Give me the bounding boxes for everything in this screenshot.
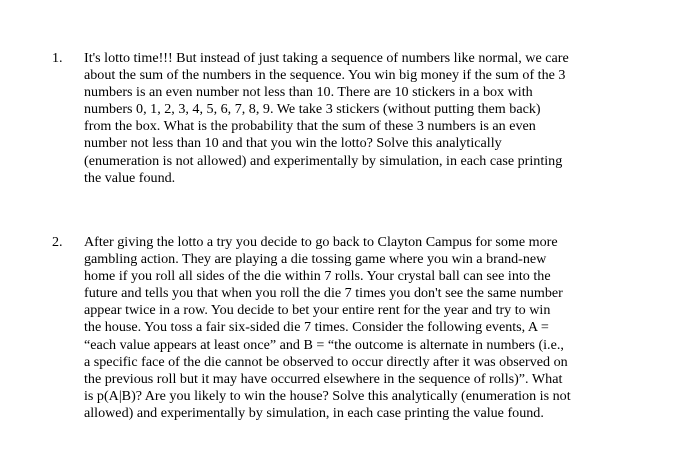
problem-1-line-7: (enumeration is not allowed) and experimentally by simulation, in each case printing	[84, 152, 563, 169]
problem-1-line-4: numbers 0, 1, 2, 3, 4, 5, 6, 7, 8, 9. We take 3 stickers (without putting them back)	[84, 101, 541, 118]
problem-2-line-9: the previous roll but it may have occurred elsewhere in the sequence of rolls)”. What	[84, 370, 563, 387]
problem-2-line-4: future and tells you that when you roll the die 7 times you don't see the same number	[84, 285, 563, 302]
problem-1-line-3: numbers is an even number not less than 10. There are 10 stickers in a box with	[84, 84, 533, 101]
problem-2	[52, 234, 652, 422]
problem-2-number: 2.	[52, 234, 63, 250]
problem-2-line-3: home if you roll all sides of the die within 7 rolls. Your crystal ball can see into the	[84, 268, 551, 285]
problem-2-line-1: After giving the lotto a try you decide to go back to Clayton Campus for some more	[84, 234, 558, 250]
problem-2-line-7: “each value appears at least once” and B = “the outcome is alternate in numbers (i.e.,	[84, 336, 564, 353]
problem-1	[52, 50, 652, 187]
problem-2-line-5: appear twice in a row. You decide to bet your entire rent for the year and try to win	[84, 302, 551, 319]
problem-2-line-8: a specific face of the die cannot be observed to occur directly after it was observed on	[84, 353, 568, 370]
problem-1-line-8: the value found.	[84, 169, 176, 186]
problem-2-line-6: the house. You toss a fair six-sided die 7 times. Consider the following events, A =	[84, 319, 549, 336]
problem-1-line-2: about the sum of the numbers in the sequence. You win big money if the sum of the 3	[84, 67, 566, 84]
problem-1-line-1: It's lotto time!!! But instead of just taking a sequence of numbers like normal, we care	[84, 50, 569, 66]
problem-2-line-11: allowed) and experimentally by simulation, in each case printing the value found.	[84, 404, 544, 421]
problem-1-line-5: from the box. What is the probability that the sum of these 3 numbers is an even	[84, 118, 536, 135]
problem-2-line-10: is p(A|B)? Are you likely to win the house? Solve this analytically (enumeration is not	[84, 387, 571, 404]
problem-2-line-2: gambling action. They are playing a die tossing game where you win a brand-new	[84, 251, 547, 268]
problem-1-line-6: number not less than 10 and that you win the lotto? Solve this analytically	[84, 135, 502, 152]
problem-1-number: 1.	[52, 50, 63, 66]
